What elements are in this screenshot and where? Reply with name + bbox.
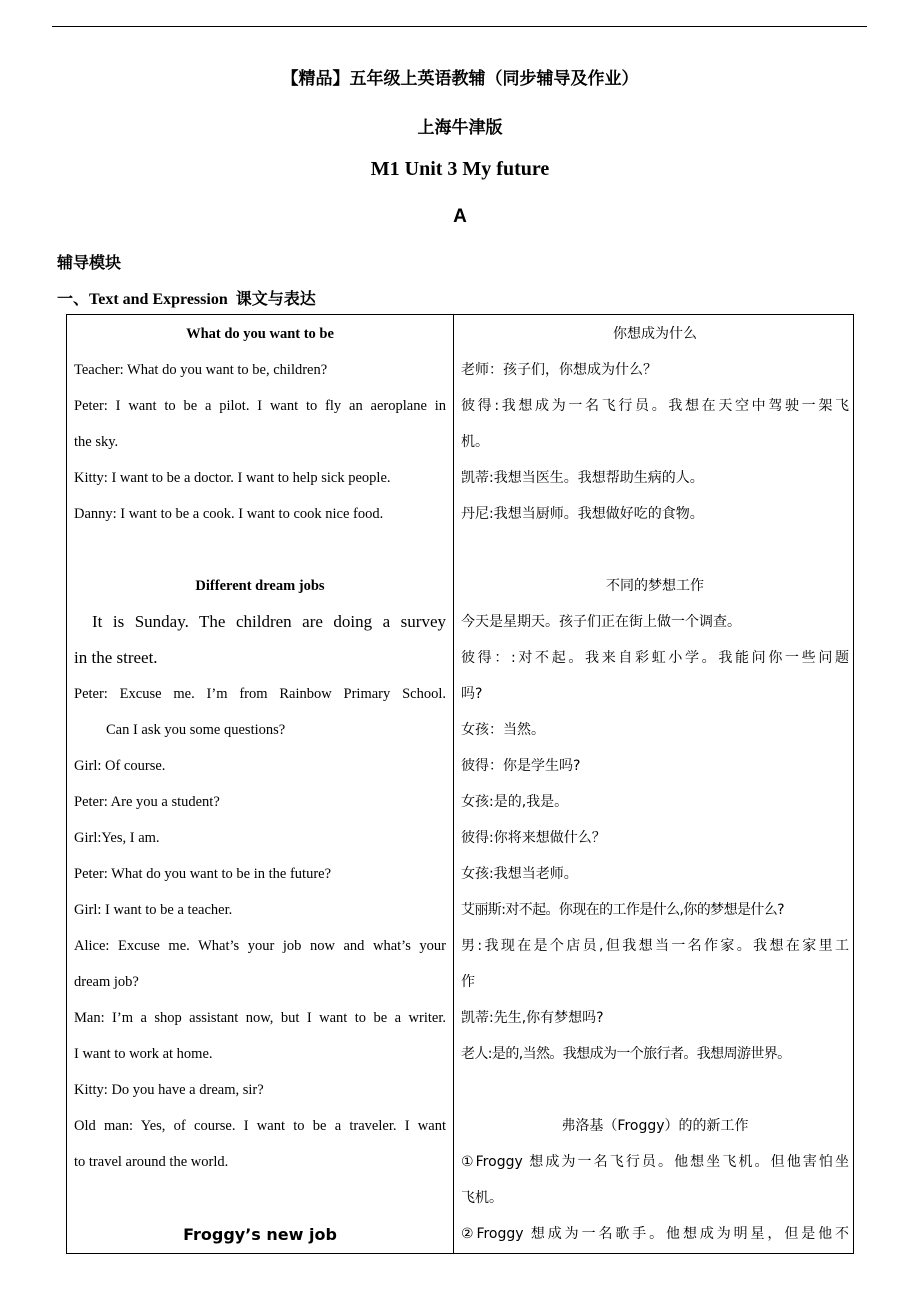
en-line: Kitty: Do you have a dream, sir? <box>74 1082 264 1098</box>
en-story-title: Different dream jobs <box>195 578 325 594</box>
cn-line: 艾丽斯:对不起。你现在的工作是什么,你的梦想是什么? <box>461 902 784 918</box>
cn-line: 彼得：你是学生吗? <box>461 758 581 774</box>
section-prefix: 一、 <box>57 289 90 308</box>
cn-line: 彼得:我想成为一名飞行员。我想在天空中驾驶一架飞 <box>461 398 849 414</box>
cn-line: ①Froggy 想成为一名飞行员。他想坐飞机。但他害怕坐 <box>461 1154 849 1170</box>
en-line: to travel around the world. <box>74 1154 229 1170</box>
top-rule <box>52 26 867 27</box>
cn-dialogue-title: 你想成为什么 <box>613 326 697 342</box>
en-line: in the street. <box>74 648 158 667</box>
en-line: dream job? <box>74 974 139 990</box>
en-line: Old man: Yes, of course. I want to be a traveler. I want <box>74 1118 446 1134</box>
cn-froggy-title: 弗洛基（Froggy）的的新工作 <box>561 1118 749 1134</box>
en-line: Peter: Are you a student? <box>74 794 220 810</box>
en-line: I want to work at home. <box>74 1046 213 1062</box>
part-label: A <box>453 206 467 227</box>
en-dialogue-title: What do you want to be <box>186 326 334 342</box>
en-line: Teacher: What do you want to be, children? <box>74 362 328 378</box>
section-heading <box>57 286 316 309</box>
section-title-en: Text and Expression <box>89 291 228 308</box>
cn-line: 丹尼:我想当厨师。我想做好吃的食物。 <box>461 506 704 522</box>
module-heading: 辅导模块 <box>57 253 122 272</box>
cn-line: 老师：孩子们，你想成为什么？ <box>461 362 657 378</box>
edition-label: 上海牛津版 <box>417 118 503 138</box>
en-line: Girl: Of course. <box>74 758 166 774</box>
en-line: Peter: What do you want to be in the future? <box>74 866 332 882</box>
cn-line: ②Froggy 想成为一名歌手。他想成为明星，但是他不 <box>461 1226 849 1242</box>
cn-line: 彼得:你将来想做什么？ <box>461 830 606 846</box>
cn-line: 女孩:我想当老师。 <box>461 866 578 882</box>
cn-line: 女孩：当然。 <box>461 722 545 738</box>
cn-line: 彼得：:对不起。我来自彩虹小学。我能问你一些问题 <box>461 650 849 666</box>
cn-line: 作 <box>461 974 475 990</box>
cn-line: 吗? <box>461 686 483 702</box>
cn-story-title: 不同的梦想工作 <box>606 578 704 594</box>
en-line: Peter: Excuse me. I’m from Rainbow Primary School. <box>74 686 446 702</box>
unit-title: M1 Unit 3 My future <box>370 158 550 180</box>
en-line: Man: I’m a shop assistant now, but I want to be a writer. <box>74 1010 446 1026</box>
en-line: Kitty: I want to be a doctor. I want to help sick people. <box>74 470 391 486</box>
en-line: Alice: Excuse me. What’s your job now and what’s your <box>74 938 446 954</box>
text-table <box>66 314 854 1254</box>
en-line: Danny: I want to be a cook. I want to cook nice food. <box>74 506 384 522</box>
document-title: 【精品】五年级上英语教辅（同步辅导及作业） <box>281 69 639 89</box>
cn-line: 飞机。 <box>461 1190 503 1206</box>
en-line: Peter: I want to be a pilot. I want to fly an aeroplane in <box>74 398 446 414</box>
cn-line: 老人:是的,当然。我想成为一个旅行者。我想周游世界。 <box>461 1046 791 1062</box>
cn-line: 今天是星期天。孩子们正在街上做一个调查。 <box>461 614 741 630</box>
en-line: It is Sunday. The children are doing a survey <box>92 612 446 631</box>
cn-line: 男:我现在是个店员,但我想当一名作家。我想在家里工 <box>461 938 849 954</box>
cn-line: 机。 <box>461 434 489 450</box>
cn-line: 凯蒂:我想当医生。我想帮助生病的人。 <box>461 470 704 486</box>
section-title-cn: 课文与表达 <box>235 289 316 308</box>
en-froggy-title: Froggy’s new job <box>183 1225 337 1244</box>
column-divider <box>453 315 454 1253</box>
cn-line: 女孩:是的,我是。 <box>461 794 569 810</box>
en-line: Can I ask you some questions? <box>106 722 286 738</box>
en-line: the sky. <box>74 434 119 450</box>
cn-line: 凯蒂:先生,你有梦想吗? <box>461 1010 604 1026</box>
en-line: Girl:Yes, I am. <box>74 830 160 846</box>
en-line: Girl: I want to be a teacher. <box>74 902 233 918</box>
